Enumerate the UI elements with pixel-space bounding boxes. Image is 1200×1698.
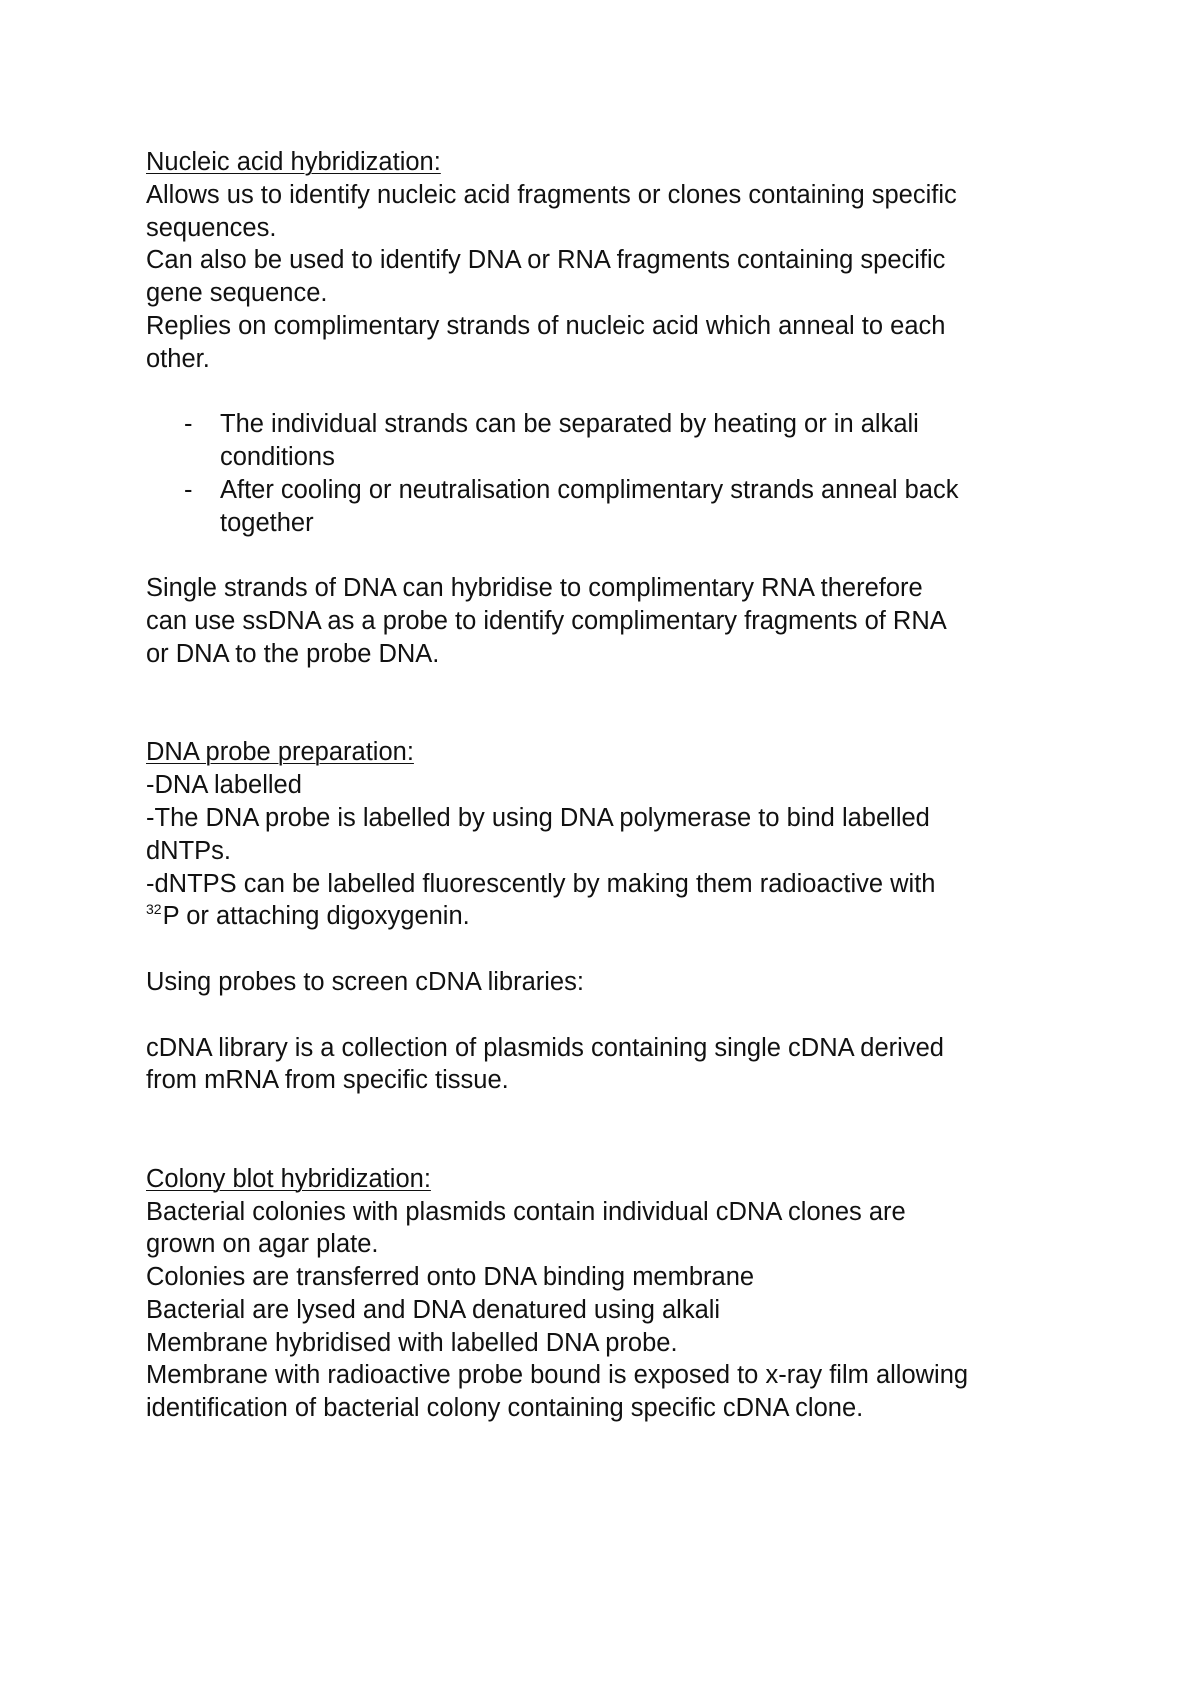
- spacer: [146, 540, 1086, 573]
- body-line: Can also be used to identify DNA or RNA fragments containing specific: [146, 246, 946, 275]
- bullet-text: [220, 408, 919, 474]
- body-line: sequences.: [146, 213, 277, 242]
- body-text: P or attaching digoxygenin.: [162, 902, 470, 931]
- bullet-line: The individual strands can be separated by heating or in alkali: [220, 410, 919, 439]
- body-line: Bacterial colonies with plasmids contain individual cDNA clones are: [146, 1197, 906, 1226]
- section-heading-nucleic-acid-hybridization: Nucleic acid hybridization:: [146, 148, 441, 176]
- bullet-dash: -: [184, 475, 193, 504]
- spacer: [146, 933, 1086, 966]
- body-line: dNTPs.: [146, 836, 232, 865]
- spacer: [146, 999, 1086, 1032]
- body-line: gene sequence.: [146, 279, 328, 308]
- spacer: [146, 704, 1086, 737]
- body-line: Membrane hybridised with labelled DNA probe.: [146, 1328, 678, 1357]
- body-line: Bacterial are lysed and DNA denatured using alkali: [146, 1295, 721, 1324]
- body-line: -DNA labelled: [146, 771, 302, 800]
- body-line: grown on agar plate.: [146, 1230, 379, 1259]
- section-heading-dna-probe-preparation: DNA probe preparation:: [146, 738, 414, 767]
- body-line: Replies on complimentary strands of nucleic acid which anneal to each: [146, 311, 946, 340]
- body-line: cDNA library is a collection of plasmids containing single cDNA derived: [146, 1033, 944, 1062]
- spacer: [146, 1130, 1086, 1163]
- section-heading-using-probes: Using probes to screen cDNA libraries:: [146, 967, 584, 996]
- body-line: Allows us to identify nucleic acid fragments or clones containing specific: [146, 180, 957, 209]
- body-line: -dNTPS can be labelled fluorescently by making them radioactive with: [146, 869, 936, 898]
- body-line: or DNA to the probe DNA.: [146, 639, 440, 668]
- body-line: -The DNA probe is labelled by using DNA polymerase to bind labelled: [146, 803, 930, 832]
- spacer: [146, 1097, 1086, 1130]
- bullet-item: [184, 474, 1086, 540]
- document-page: [146, 146, 1086, 1425]
- body-line: Membrane with radioactive probe bound is exposed to x-ray film allowing: [146, 1361, 969, 1390]
- spacer: [146, 671, 1086, 704]
- body-line: other.: [146, 344, 210, 373]
- section-heading-colony-blot-hybridization: Colony blot hybridization:: [146, 1164, 431, 1193]
- bullet-dash: -: [184, 410, 193, 439]
- bullet-item: [184, 408, 1086, 474]
- body-line-superscript: [146, 900, 1086, 933]
- body-line: Colonies are transferred onto DNA binding membrane: [146, 1263, 755, 1292]
- body-line: identification of bacterial colony containing specific cDNA clone.: [146, 1394, 864, 1423]
- bullet-line: After cooling or neutralisation complimentary strands anneal back: [220, 475, 959, 504]
- bullet-text: [220, 474, 958, 540]
- isotope-superscript: 32: [146, 901, 162, 918]
- body-line: from mRNA from specific tissue.: [146, 1066, 509, 1095]
- body-line: Single strands of DNA can hybridise to complimentary RNA therefore: [146, 574, 923, 603]
- bullet-line: together: [220, 508, 314, 537]
- body-line: can use ssDNA as a probe to identify complimentary fragments of RNA: [146, 607, 947, 636]
- bullet-line: conditions: [220, 443, 335, 472]
- spacer: [146, 376, 1086, 409]
